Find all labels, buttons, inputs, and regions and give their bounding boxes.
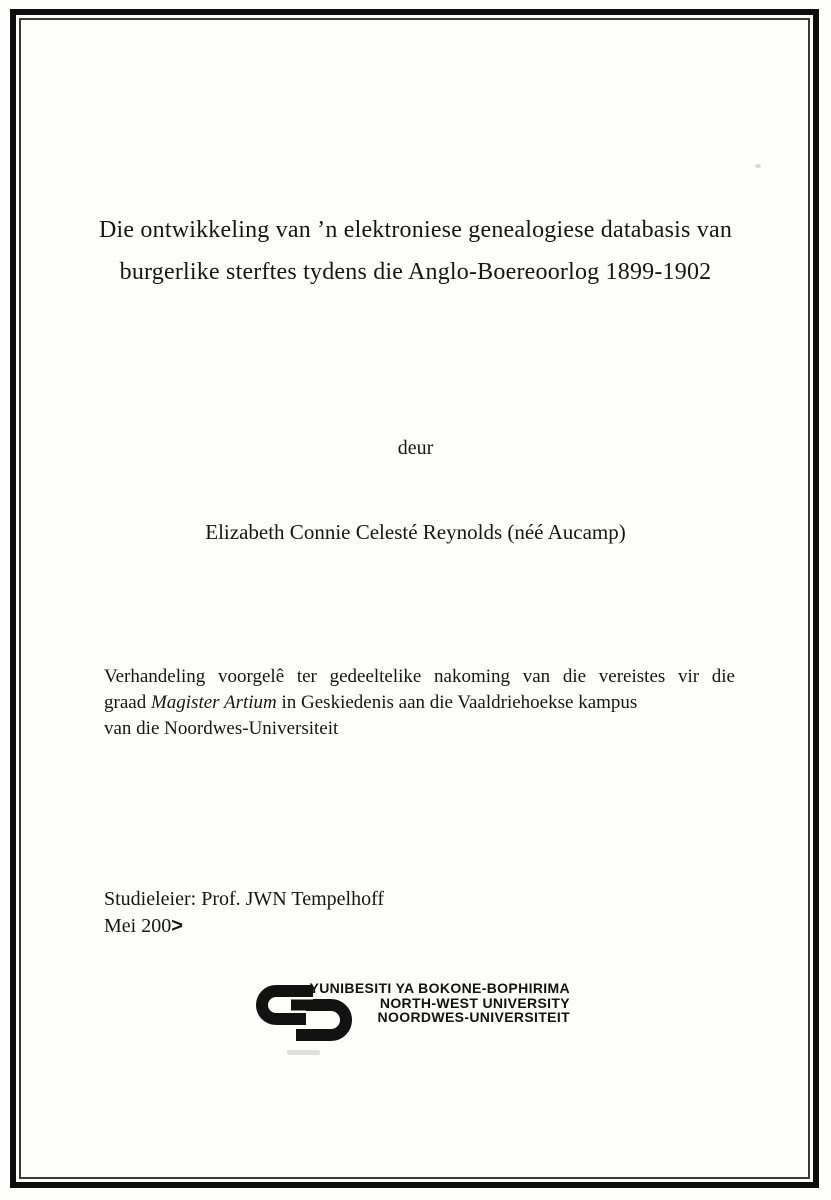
scan-smudge [287, 1050, 320, 1055]
university-name-block [310, 981, 570, 1025]
submission-line-2-pre: graad [104, 692, 151, 713]
supervisor-line: Studieleier: Prof. JWN Tempelhoff [104, 888, 385, 910]
date-last-digit-glyph: > [171, 915, 182, 937]
submission-line-3: van die Noordwes-Universiteit [104, 718, 339, 739]
date-line [104, 913, 384, 940]
university-name-english: NORTH-WEST UNIVERSITY [379, 994, 570, 1011]
title-line-1: Die ontwikkeling van ’n elektroniese genealogiese databasis van [98, 217, 733, 243]
date-text: Mei 200 [104, 915, 172, 937]
degree-name: Magister Artium [150, 692, 277, 713]
author-name: Elizabeth Connie Celesté Reynolds (néé Aucamp) [205, 520, 626, 544]
page-title [45, 209, 786, 293]
title-line-2: burgerlike sterftes tydens die Anglo-Boereoorlog 1899-1902 [119, 259, 712, 285]
submission-statement [104, 664, 735, 742]
supervisor-block [104, 886, 384, 940]
submission-line-2 [104, 690, 735, 716]
submission-line-2-post: in Geskiedenis aan die Vaaldriehoekse kampus [276, 692, 638, 713]
scan-speck [755, 164, 761, 168]
submission-line-1: Verhandeling voorgelê ter gedeeltelike nakoming van die vereistes vir die [104, 666, 735, 687]
university-name-afrikaans: NOORDWES-UNIVERSITEIT [377, 1009, 570, 1026]
byline-label: deur [397, 437, 434, 459]
university-name-setswana: YUNIBESITI YA BOKONE-BOPHIRIMA [309, 980, 570, 996]
